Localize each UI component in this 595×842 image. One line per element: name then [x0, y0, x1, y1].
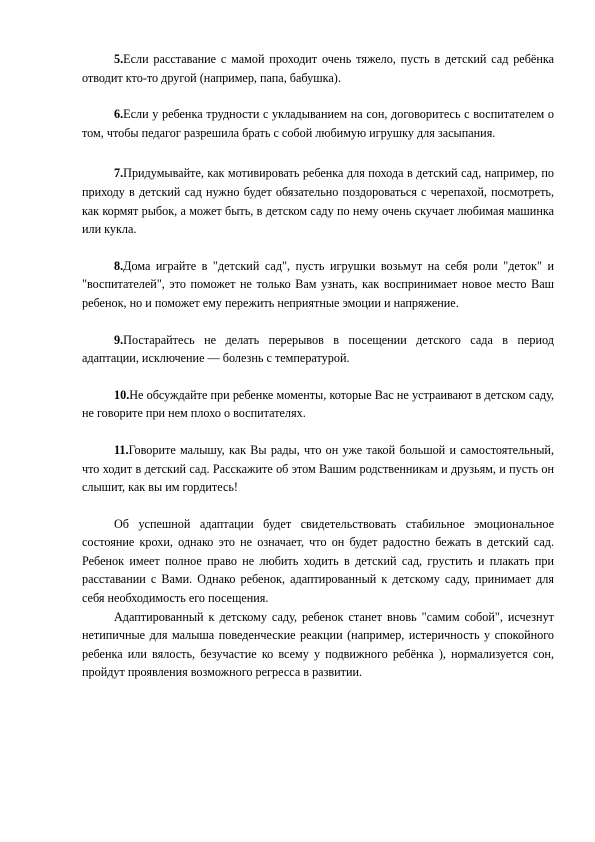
tip-number: 5. [114, 52, 124, 66]
tip-7 [82, 164, 554, 238]
tip-5 [82, 50, 554, 87]
tip-text: Говорите малышу, как Вы рады, что он уже такой большой и самостоятельный, что ходит в детский сад. Расскажите об этом Вашим родственникам и друзьям, и пусть он слышит, как вы им гордитесь! [82, 442, 554, 495]
tip-9 [82, 331, 554, 368]
tip-text: Если расставание с мамой проходит очень тяжело, пусть в детский сад ребёнка отводит кто-то другой (например, папа, бабушка). [82, 52, 554, 85]
tip-text: Придумывайте, как мотивировать ребенка для похода в детский сад, например, по приходу в детский сад нужно будет обязательно поздороваться с черепахой, посмотреть, как кормят рыбок, а может быть, в детском саду по нему очень скучает любимая машинка или кукла. [82, 166, 554, 237]
tip-10 [82, 386, 554, 423]
closing-paragraph-2: Адаптированный к детскому саду, ребенок станет вновь "самим собой", исчезнут нетипичные для малыша поведенческие реакции (например, истеричность у спокойного ребенка или вялость, безучастие ко всему у подвижного ребёнка ), нормализуется сон, пройдут проявления возможного регресса в развитии. [82, 609, 554, 680]
tip-text: Дома играйте в "детский сад", пусть игрушки возьмут на себя роли "деток" и "воспитателей", это поможет не только Вам узнать, как воспринимает новое место Ваш ребенок, но и поможет ему пережить неприятные эмоции и напряжение. [82, 258, 554, 310]
tip-text: Не обсуждайте при ребенке моменты, которые Вас не устраивают в детском саду, не говорите при нем плохо о воспитателях. [82, 387, 554, 421]
tip-text: Постарайтесь не делать перерывов в посещении детского сада в период адаптации, исключение — болезнь с температурой. [82, 332, 554, 366]
tip-number: 6. [114, 107, 124, 122]
closing-paragraph-1: Об успешной адаптации будет свидетельствовать стабильное эмоциональное состояние крохи, однако это не означает, что он будет радостно бежать в детский сад. Ребенок имеет полное право не любить ходить в детский сад, грустить и плакать при расставании с Вами. Однако ребенок, адаптированный к детскому саду, принимает для себя необходимость его посещения. [82, 516, 554, 606]
tip-number: 9. [114, 332, 124, 347]
tip-8 [82, 257, 554, 313]
tip-number: 10. [114, 387, 130, 402]
document-page [82, 50, 554, 682]
tip-number: 7. [114, 166, 124, 181]
tip-number: 11. [114, 442, 129, 457]
tip-number: 8. [114, 258, 124, 273]
tip-text: Если у ребенка трудности с укладыванием на сон, договоритесь с воспитателем о том, чтобы педагог разрешила брать с собой любимую игрушку для засыпания. [82, 107, 554, 140]
tip-6 [82, 105, 554, 142]
tip-11 [82, 441, 554, 497]
